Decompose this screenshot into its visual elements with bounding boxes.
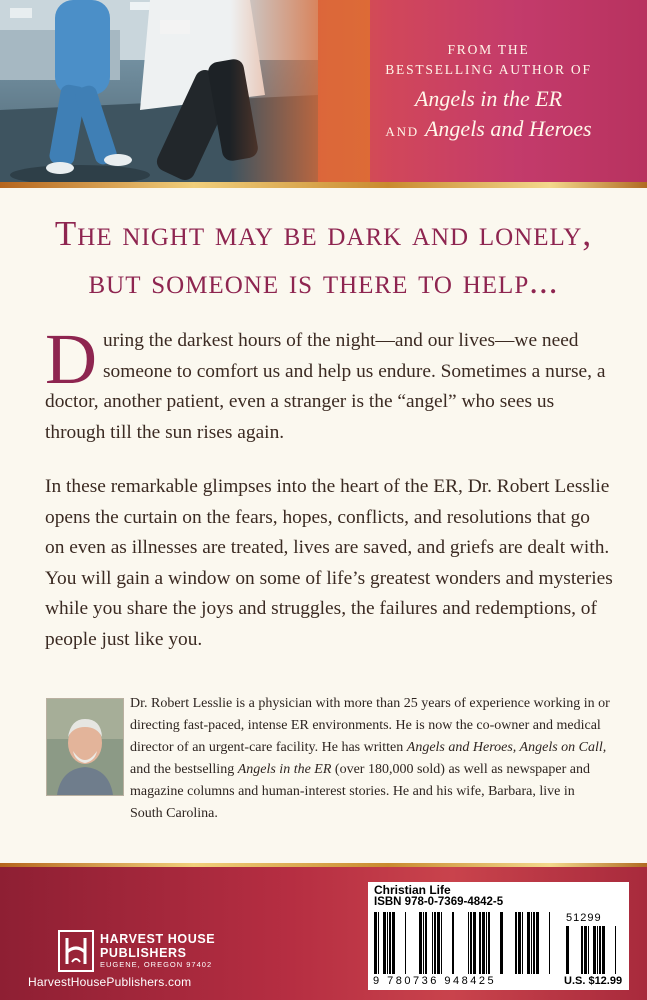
barcode-bar xyxy=(588,926,589,974)
barcode-bar xyxy=(615,926,616,974)
publisher-name xyxy=(100,932,215,960)
kicker-line-1: FROM THE xyxy=(447,42,530,57)
barcode-bar xyxy=(599,926,601,974)
barcode-bar xyxy=(405,912,406,974)
isbn: ISBN 978-0-7369-4842-5 xyxy=(374,896,504,908)
barcode-bar xyxy=(441,912,442,974)
gold-divider-top xyxy=(0,182,647,188)
barcode-bar xyxy=(584,926,587,974)
author-photo xyxy=(46,698,124,796)
barcode-bar xyxy=(452,912,454,974)
bio-text-3: (over 180,000 sold) as well as newspaper and magazine columns and human-interest stories. He and his wife, Barbara, live in South Carolina. xyxy=(130,762,590,821)
barcode-bar xyxy=(387,912,388,974)
author-bio xyxy=(130,693,610,825)
barcode-bar xyxy=(419,912,422,974)
isbn-barcode xyxy=(374,912,558,974)
barcode-bar xyxy=(482,912,485,974)
barcode-bar xyxy=(470,912,472,974)
barcode-bar xyxy=(566,926,569,974)
barcode-bar xyxy=(389,912,391,974)
barcode-bar xyxy=(602,926,605,974)
bio-text-2: and the bestselling xyxy=(130,762,238,777)
headline-line-1: The night may be dark and lonely, xyxy=(54,214,593,253)
harvest-house-logo-icon xyxy=(58,930,94,972)
barcode-bar xyxy=(593,926,596,974)
barcode-bar xyxy=(531,912,532,974)
series-title-2-line xyxy=(330,114,647,146)
barcode-bar xyxy=(581,926,583,974)
and-word: AND xyxy=(385,124,419,139)
headline xyxy=(0,210,647,306)
price: U.S. $12.99 xyxy=(564,975,623,987)
series-title-2: Angels and Heroes xyxy=(424,116,592,141)
publisher-location: EUGENE, OREGON 97402 xyxy=(100,960,213,969)
author-name: Dr. Robert Lesslie xyxy=(130,696,233,711)
barcode-bar xyxy=(383,912,386,974)
kicker-line-2: BESTSELLING AUTHOR OF xyxy=(385,62,592,77)
description-paragraph-1 xyxy=(45,319,613,448)
top-banner xyxy=(0,0,647,182)
barcode-bar xyxy=(437,912,440,974)
headline-line-2: but someone is there to help... xyxy=(88,262,559,301)
price-barcode xyxy=(566,926,622,974)
barcode-bar xyxy=(378,912,379,974)
barcode-bar xyxy=(518,912,521,974)
publisher-url: HarvestHousePublishers.com xyxy=(28,975,192,989)
barcode-bar xyxy=(549,912,550,974)
barcode-bar xyxy=(515,912,517,974)
bio-text-1: is a physician with more than 25 years of experience working in or directing fast-paced, intense ER environments. He is now the co-owner and medical director of an urgent-care facility. He has written xyxy=(130,696,610,755)
publisher-name-line-1: HARVEST HOUSE xyxy=(100,932,216,946)
barcode-bar xyxy=(486,912,487,974)
barcode-bar xyxy=(468,912,469,974)
barcode-bar xyxy=(479,912,481,974)
book-category: Christian Life xyxy=(374,883,451,897)
barcode-bar xyxy=(488,912,490,974)
drop-cap: D xyxy=(45,319,97,399)
barcode-bar xyxy=(423,912,424,974)
barcode-bar xyxy=(434,912,436,974)
series-tagline xyxy=(330,40,647,146)
author-portrait-illustration xyxy=(47,699,123,795)
description xyxy=(45,319,613,679)
series-title-1: Angels in the ER xyxy=(414,86,563,111)
book-titles: Angels and Heroes, Angels on Call, xyxy=(406,740,607,755)
barcode-bar xyxy=(432,912,433,974)
barcode-bar xyxy=(473,912,476,974)
barcode-bar xyxy=(392,912,395,974)
publisher-name-line-2: PUBLISHERS xyxy=(100,946,187,960)
barcode-bar xyxy=(500,912,503,974)
barcode-digits: 9 780736 948425 xyxy=(373,975,497,987)
bestseller-title: Angels in the ER xyxy=(237,762,332,777)
barcode-panel xyxy=(368,882,629,990)
description-paragraph-2: In these remarkable glimpses into the heart of the ER, Dr. Robert Lesslie opens the curtain on the fears, hopes, conflicts, and resolutions that go on even as illnesses are treated, lives are saved, and griefs are dealt with. You will gain a window on some of life’s greatest wonders and mysteries while you share the joys and struggles, the failures and redemptions, of people just like you. xyxy=(45,476,613,650)
price-code: 51299 xyxy=(566,912,602,924)
barcode-bar xyxy=(522,912,523,974)
paragraph-1-text: uring the darkest hours of the night—and our lives—we need someone to comfort us and help us endure. Sometimes a nurse, a doctor, another patient, even a stranger is the “angel” who sees us through till the sun rises again. xyxy=(45,330,606,443)
barcode-bar xyxy=(527,912,530,974)
barcode-bar xyxy=(533,912,535,974)
barcode-bar xyxy=(597,926,598,974)
barcode-bar xyxy=(536,912,539,974)
barcode-bar xyxy=(374,912,377,974)
barcode-bar xyxy=(425,912,427,974)
